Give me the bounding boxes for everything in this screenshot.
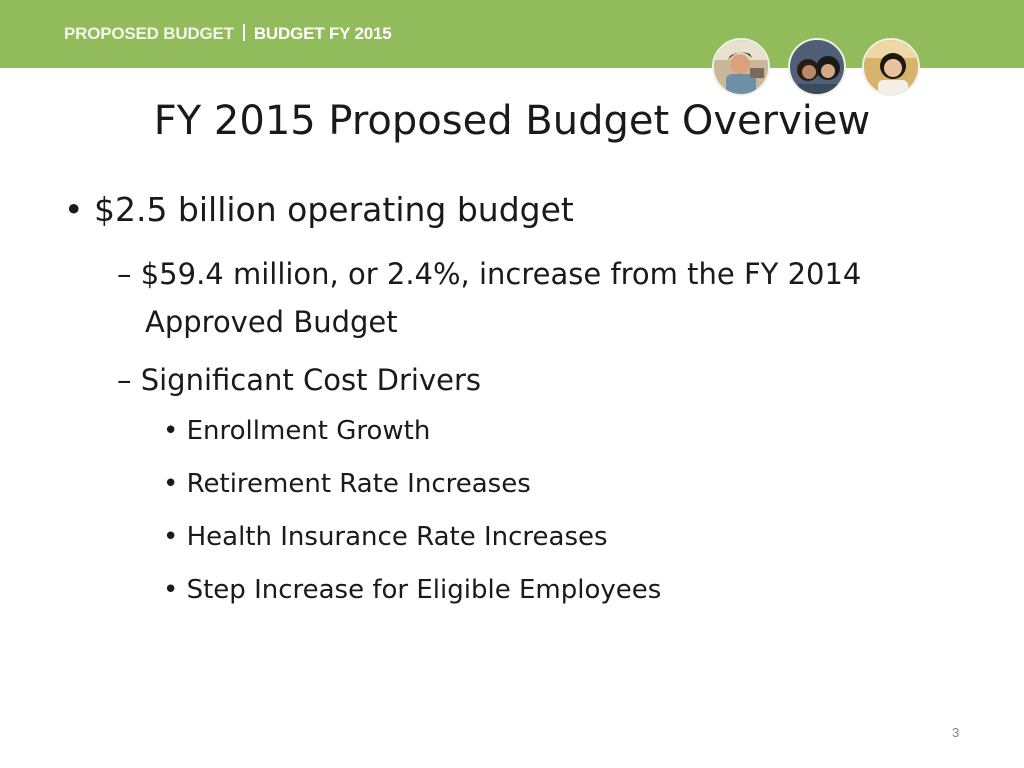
bullet-marker: • [163,575,187,605]
sub-bullet-cost-drivers [117,356,481,404]
driver-text: Health Insurance Rate Increases [186,522,608,552]
bullet-operating-budget [64,190,574,229]
students-photo [788,38,846,96]
bullet-marker: • [163,469,187,499]
driver-text: Step Increase for Eligible Employees [186,575,662,605]
driver-item [163,469,531,499]
student-photo [712,38,770,96]
bullet-marker: • [163,416,187,446]
header-label [64,24,392,44]
driver-text: Enrollment Growth [186,416,431,446]
header-left-label: PROPOSED BUDGET [64,24,234,43]
sub-bullet-increase [117,250,861,346]
slide-title: FY 2015 Proposed Budget Overview [153,98,871,144]
dash-marker: – [117,257,141,291]
sub-bullet-text: $59.4 million, or 2.4%, increase from the FY 2014 [140,257,862,291]
bullet-marker: • [64,190,94,229]
driver-item [163,575,661,605]
girl-photo [862,38,920,96]
bullet-text: $2.5 billion operating budget [93,190,574,229]
page-number: 3 [952,725,960,740]
sub-bullet-continuation: Approved Budget [145,305,398,339]
sub-bullet-text: Significant Cost Drivers [140,363,482,397]
dash-marker: – [117,363,141,397]
driver-item [163,522,608,552]
header-right-label: BUDGET FY 2015 [253,24,392,43]
bullet-marker: • [163,522,187,552]
driver-text: Retirement Rate Increases [186,469,531,499]
header-photos [712,38,927,98]
driver-item [163,416,430,446]
header-divider [243,24,245,41]
